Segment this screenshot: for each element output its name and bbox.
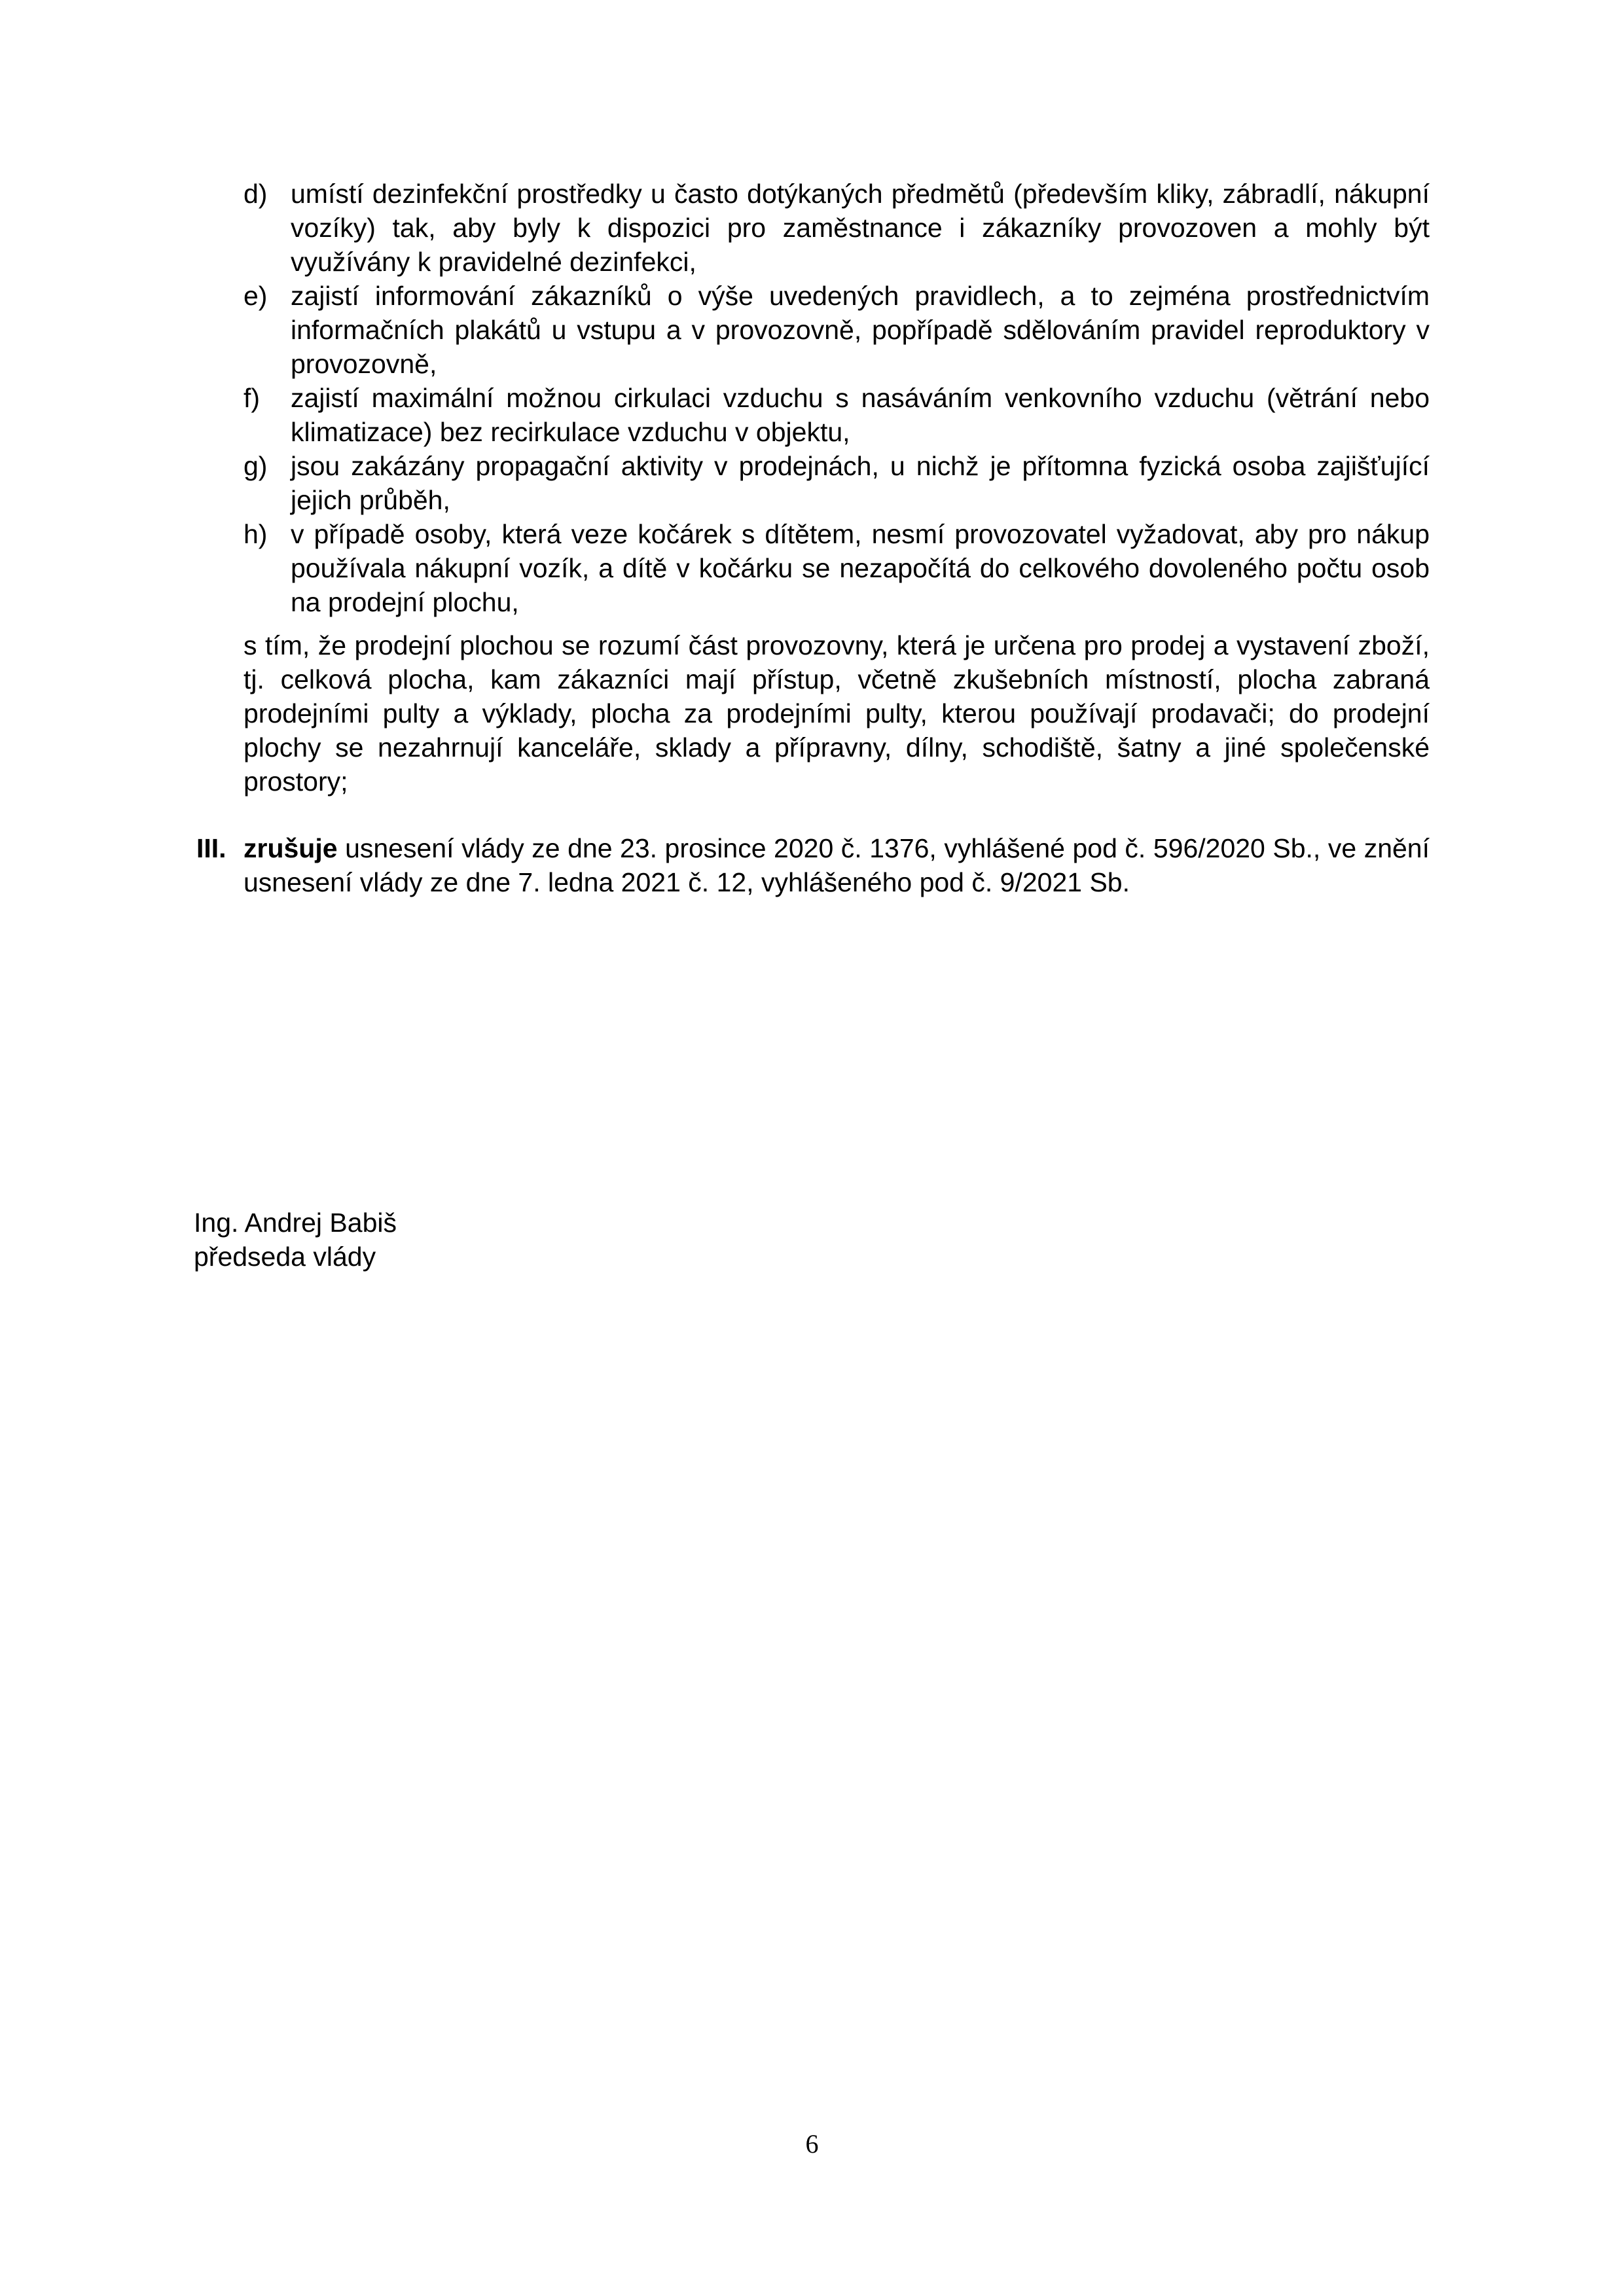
lettered-list [244,177,1430,619]
section-text: usnesení vlády ze dne 23. prosince 2020 č. 1376, vyhlášené pod č. 596/2020 Sb., ve znění usnesení vlády ze dne 7. ledna 2021 č. 12, vyhlášeného pod č. 9/2021 Sb. [244,833,1430,897]
section-iii [196,831,1430,899]
list-item-text: umístí dezinfekční prostředky u často dotýkaných předmětů (především kliky, zábradlí, nákupní vozíky) tak, aby byly k dispozici pro zaměstnance i zákazníky provozoven a mohly být využívány k pravidelné dezinfekci, [291,179,1430,277]
continuation-paragraph: s tím, že prodejní plochou se rozumí část provozovny, která je určena pro prodej a vystavení zboží, tj. celková plocha, kam zákazníci mají přístup, včetně zkušebních místností, plocha zabraná prodejními pulty a výklady, plocha za prodejními pulty, kterou používají prodavači; do prodejní plochy se nezahrnují kanceláře, sklady a přípravny, dílny, schodiště, šatny a jiné společenské prostory; [244,630,1430,797]
signatory-name: Ing. Andrej Babiš [194,1208,397,1238]
list-item-text: v případě osoby, která veze kočárek s dítětem, nesmí provozovatel vyžadovat, aby pro nákup používala nákupní vozík, a dítě v kočárku se nezapočítá do celkového dovoleného počtu osob na prodejní plochu, [291,519,1430,617]
list-item-f [244,381,1430,449]
section-verb: zrušuje [244,833,338,863]
signatory-title: předseda vlády [194,1242,376,1272]
list-marker: f) [244,383,261,413]
section-body [244,831,1430,899]
list-item-text: zajistí informování zákazníků o výše uvedených pravidlech, a to zejména prostřednictvím informačních plakátů u vstupu a v provozovně, popřípadě sdělováním pravidel reproduktory v provozovně, [291,281,1430,379]
signature-block [194,1206,397,1274]
section-numeral: III. [196,833,226,863]
list-marker: e) [244,281,268,311]
list-item-h [244,517,1430,619]
list-marker: d) [244,179,268,209]
list-marker: g) [244,451,268,481]
list-item-e [244,279,1430,381]
list-marker: h) [244,519,268,549]
page-number: 6 [805,2129,819,2159]
list-item-text: zajistí maximální možnou cirkulaci vzduchu s nasáváním venkovního vzduchu (větrání nebo klimatizace) bez recirkulace vzduchu v objektu, [291,383,1430,447]
list-item-text: jsou zakázány propagační aktivity v prodejnách, u nichž je přítomna fyzická osoba zajišťující jejich průběh, [291,451,1430,515]
list-item-g [244,449,1430,517]
list-item-d [244,177,1430,279]
